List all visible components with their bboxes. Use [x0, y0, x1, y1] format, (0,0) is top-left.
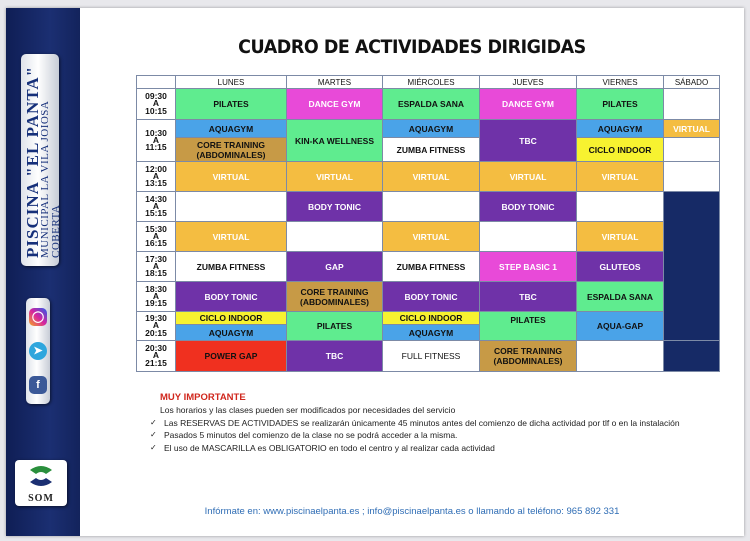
schedule-table [136, 75, 720, 372]
empty-cell [664, 162, 720, 192]
som-logo [15, 460, 67, 506]
time-slot: 17:30 A 18:15 [137, 252, 176, 282]
class-cell[interactable]: VIRTUAL [383, 162, 480, 192]
time-slot: 09:30 A 10:15 [137, 89, 176, 120]
time-slot: 20:30 A 21:15 [137, 341, 176, 372]
class-cell[interactable]: FULL FITNESS [383, 341, 480, 372]
som-logo-text: SOM [28, 493, 54, 504]
table-row [137, 222, 720, 252]
empty-cell [577, 192, 664, 222]
class-cell[interactable]: AQUAGYM [176, 120, 287, 138]
class-cell[interactable]: GAP [287, 252, 383, 282]
table-row [137, 312, 720, 325]
class-cell[interactable]: TBC [480, 120, 577, 162]
class-cell[interactable]: ESPALDA SANA [577, 282, 664, 312]
empty-cell [176, 192, 287, 222]
class-cell[interactable]: VIRTUAL [287, 162, 383, 192]
class-cell[interactable]: STEP BASIC 1 [480, 252, 577, 282]
day-header: LUNES [176, 76, 287, 89]
class-cell[interactable]: CICLO INDOOR [176, 312, 287, 325]
class-cell[interactable]: ZUMBA FITNESS [383, 252, 480, 282]
class-cell[interactable]: BODY TONIC [287, 192, 383, 222]
time-slot: 12:00 A 13:15 [137, 162, 176, 192]
day-header: JUEVES [480, 76, 577, 89]
social-icons [26, 298, 50, 404]
note-item: ✓ Las RESERVAS DE ACTIVIDADES se realizarán únicamente 45 minutos antes del comienzo de dicha actividad por tlf o en la instalación [146, 417, 739, 429]
notes-section [154, 392, 739, 454]
logo-line-1: PISCINA "EL PANTA" [23, 65, 42, 258]
time-slot: 19:30 A 20:15 [137, 312, 176, 341]
class-cell[interactable]: BODY TONIC [176, 282, 287, 312]
class-cell[interactable]: PILATES [176, 89, 287, 120]
logo-line-3: COBERTA [50, 204, 62, 258]
class-cell[interactable]: VIRTUAL [664, 120, 720, 138]
note-item: ✓ Pasados 5 minutos del comienzo de la clase no se podrá acceder a la misma. [146, 429, 739, 441]
day-header: VIERNES [577, 76, 664, 89]
time-slot: 10:30 A 11:15 [137, 120, 176, 162]
schedule-page [6, 8, 744, 536]
instagram-icon[interactable]: ◯ [29, 308, 47, 326]
pool-logo [25, 66, 62, 258]
class-cell[interactable]: AQUAGYM [577, 120, 664, 138]
contact-footer[interactable]: Infórmate en: www.piscinaelpanta.es ; info@piscinaelpanta.es o llamando al teléfono: 965 892 331 [204, 506, 620, 517]
class-cell[interactable]: CORE TRAINING (ABDOMINALES) [480, 341, 577, 372]
class-cell[interactable]: GLUTEOS [577, 252, 664, 282]
class-cell[interactable]: AQUA-GAP [577, 312, 664, 341]
empty-cell [577, 341, 664, 372]
class-cell[interactable]: DANCE GYM [480, 89, 577, 120]
class-cell[interactable]: POWER GAP [176, 341, 287, 372]
class-cell[interactable]: ZUMBA FITNESS [176, 252, 287, 282]
empty-cell [664, 138, 720, 162]
logo-line-2: MUNICIPAL LA VILA JOIOSA [39, 100, 51, 258]
class-cell[interactable]: ZUMBA FITNESS [383, 138, 480, 162]
class-cell[interactable]: CICLO INDOOR [577, 138, 664, 162]
notes-title: MUY IMPORTANTE [160, 392, 246, 403]
empty-cell [664, 89, 720, 120]
empty-cell [480, 222, 577, 252]
table-row [137, 282, 720, 312]
class-cell[interactable]: AQUAGYM [176, 325, 287, 341]
class-cell[interactable]: PILATES [577, 89, 664, 120]
class-cell[interactable]: AQUAGYM [383, 325, 480, 341]
page-title: CUADRO DE ACTIVIDADES DIRIGIDAS [238, 36, 586, 58]
som-mark-icon [26, 464, 56, 488]
class-cell[interactable]: CICLO INDOOR [383, 312, 480, 325]
corner-cell [137, 76, 176, 89]
header-row [137, 76, 720, 89]
class-cell[interactable]: BODY TONIC [480, 192, 577, 222]
empty-cell [287, 222, 383, 252]
facebook-icon[interactable]: f [29, 376, 47, 394]
table-row [137, 120, 720, 138]
class-cell[interactable]: VIRTUAL [383, 222, 480, 252]
class-cell[interactable]: VIRTUAL [176, 222, 287, 252]
notes-intro: Los horarios y las clases pueden ser modificados por necesidades del servicio [160, 405, 456, 416]
class-cell[interactable]: VIRTUAL [577, 162, 664, 192]
day-header: MARTES [287, 76, 383, 89]
empty-cell [383, 192, 480, 222]
class-cell[interactable]: BODY TONIC [383, 282, 480, 312]
closed-cell [664, 192, 720, 341]
class-cell[interactable]: PILATES [287, 312, 383, 341]
table-row [137, 89, 720, 120]
class-cell[interactable]: DANCE GYM [287, 89, 383, 120]
note-item: ✓ El uso de MASCARILLA es OBLIGATORIO en todo el centro y al realizar cada actividad [146, 442, 739, 454]
class-cell[interactable]: AQUAGYM [383, 120, 480, 138]
class-cell[interactable]: CORE TRAINING (ABDOMINALES) [287, 282, 383, 312]
class-cell[interactable]: VIRTUAL [480, 162, 577, 192]
telegram-icon[interactable]: ➤ [29, 342, 47, 360]
class-cell[interactable]: ESPALDA SANA [383, 89, 480, 120]
sidebar [6, 8, 80, 536]
time-slot: 15:30 A 16:15 [137, 222, 176, 252]
day-header: SÁBADO [664, 76, 720, 89]
table-row [137, 341, 720, 372]
class-cell[interactable]: VIRTUAL [577, 222, 664, 252]
closed-cell [664, 341, 720, 372]
time-slot: 14:30 A 15:15 [137, 192, 176, 222]
table-row [137, 252, 720, 282]
class-cell[interactable]: PILATES [480, 312, 577, 341]
table-row [137, 162, 720, 192]
class-cell[interactable]: CORE TRAINING (ABDOMINALES) [176, 138, 287, 162]
class-cell[interactable]: TBC [480, 282, 577, 312]
class-cell[interactable]: KIN-KA WELLNESS [287, 120, 383, 162]
class-cell[interactable]: TBC [287, 341, 383, 372]
class-cell[interactable]: VIRTUAL [176, 162, 287, 192]
table-row [137, 192, 720, 222]
day-header: MIÉRCOLES [383, 76, 480, 89]
table-row [137, 138, 720, 162]
time-slot: 18:30 A 19:15 [137, 282, 176, 312]
